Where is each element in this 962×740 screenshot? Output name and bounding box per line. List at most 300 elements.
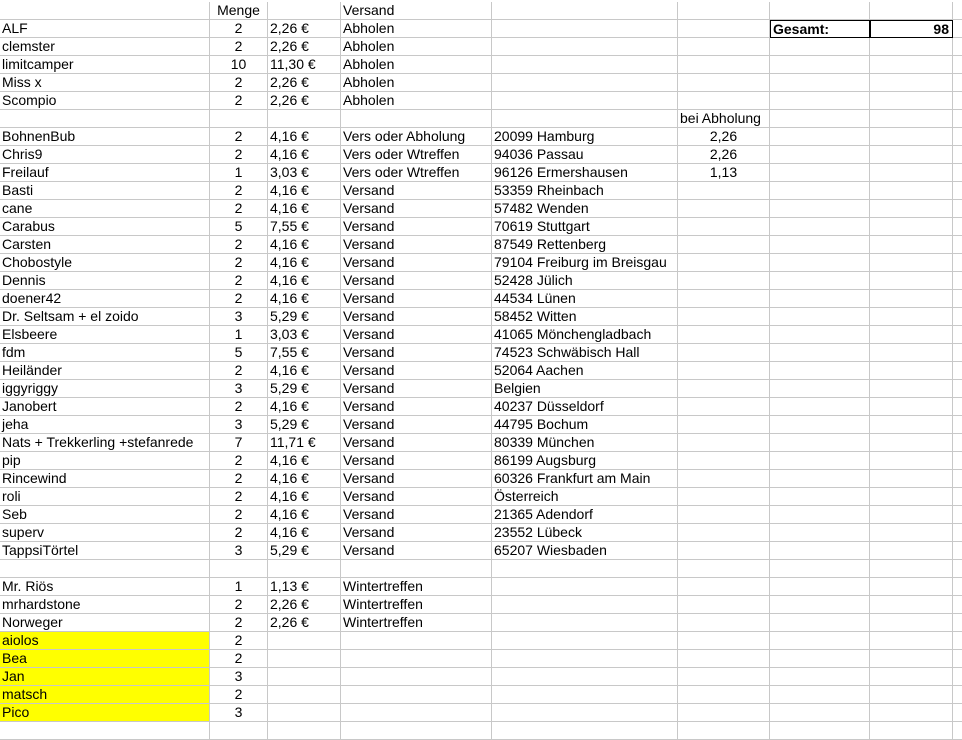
price-cell[interactable]: 4,16 € — [268, 362, 341, 380]
cell[interactable] — [870, 542, 953, 560]
name-cell[interactable]: Jan — [0, 668, 210, 686]
cell[interactable] — [770, 506, 870, 524]
location-cell[interactable] — [492, 668, 678, 686]
method-cell[interactable]: Versand — [341, 200, 492, 218]
cell[interactable] — [953, 308, 962, 326]
price-cell[interactable]: 4,16 € — [268, 452, 341, 470]
header-price-cell[interactable] — [268, 2, 341, 20]
cell[interactable] — [770, 686, 870, 704]
name-cell[interactable]: Janobert — [0, 398, 210, 416]
method-cell[interactable]: Versand — [341, 218, 492, 236]
price-cell[interactable]: 2,26 € — [268, 92, 341, 110]
cell[interactable] — [870, 110, 953, 128]
price-cell[interactable] — [268, 668, 341, 686]
name-cell[interactable]: matsch — [0, 686, 210, 704]
qty-cell[interactable]: 3 — [210, 542, 268, 560]
name-cell[interactable]: Dr. Seltsam + el zoido — [0, 308, 210, 326]
method-cell[interactable] — [341, 110, 492, 128]
qty-cell[interactable]: 2 — [210, 632, 268, 650]
cell[interactable] — [678, 488, 770, 506]
cell[interactable] — [870, 452, 953, 470]
cell[interactable] — [770, 308, 870, 326]
method-cell[interactable]: Wintertreffen — [341, 614, 492, 632]
method-cell[interactable]: Versand — [341, 506, 492, 524]
qty-cell[interactable]: 2 — [210, 596, 268, 614]
qty-cell[interactable]: 2 — [210, 146, 268, 164]
cell[interactable] — [770, 38, 870, 56]
qty-cell[interactable]: 5 — [210, 344, 268, 362]
location-cell[interactable] — [492, 560, 678, 578]
cell[interactable] — [678, 722, 770, 740]
cell[interactable] — [953, 704, 962, 722]
name-cell[interactable]: Seb — [0, 506, 210, 524]
cell[interactable] — [770, 596, 870, 614]
location-cell[interactable] — [492, 110, 678, 128]
abholung-value[interactable]: 2,26 — [678, 146, 770, 164]
name-cell[interactable]: Miss x — [0, 74, 210, 92]
method-cell[interactable]: Versand — [341, 416, 492, 434]
name-cell[interactable]: TappsiTörtel — [0, 542, 210, 560]
location-cell[interactable] — [492, 38, 678, 56]
qty-cell[interactable] — [210, 722, 268, 740]
cell[interactable] — [953, 452, 962, 470]
cell[interactable] — [678, 614, 770, 632]
method-cell[interactable]: Versand — [341, 344, 492, 362]
name-cell[interactable]: roli — [0, 488, 210, 506]
name-cell[interactable]: Rincewind — [0, 470, 210, 488]
cell[interactable] — [770, 488, 870, 506]
cell[interactable] — [870, 380, 953, 398]
cell[interactable] — [953, 380, 962, 398]
location-cell[interactable] — [492, 686, 678, 704]
method-cell[interactable]: Abholen — [341, 56, 492, 74]
location-cell[interactable]: 44534 Lünen — [492, 290, 678, 308]
cell[interactable] — [870, 272, 953, 290]
cell[interactable] — [870, 524, 953, 542]
qty-cell[interactable]: 2 — [210, 38, 268, 56]
cell[interactable] — [953, 506, 962, 524]
cell[interactable] — [870, 614, 953, 632]
qty-cell[interactable]: 3 — [210, 416, 268, 434]
method-cell[interactable]: Versand — [341, 290, 492, 308]
method-cell[interactable]: Versand — [341, 398, 492, 416]
cell[interactable] — [678, 20, 770, 38]
qty-cell[interactable]: 2 — [210, 20, 268, 38]
cell[interactable] — [678, 506, 770, 524]
location-cell[interactable]: 80339 München — [492, 434, 678, 452]
price-cell[interactable] — [268, 632, 341, 650]
method-cell[interactable]: Versand — [341, 308, 492, 326]
cell[interactable] — [953, 2, 962, 20]
method-cell[interactable] — [341, 686, 492, 704]
qty-cell[interactable]: 7 — [210, 434, 268, 452]
price-cell[interactable]: 7,55 € — [268, 344, 341, 362]
cell[interactable] — [953, 398, 962, 416]
cell[interactable] — [953, 650, 962, 668]
cell[interactable] — [870, 218, 953, 236]
cell[interactable] — [678, 218, 770, 236]
cell[interactable] — [678, 344, 770, 362]
price-cell[interactable]: 2,26 € — [268, 74, 341, 92]
method-cell[interactable]: Versand — [341, 380, 492, 398]
price-cell[interactable] — [268, 110, 341, 128]
method-cell[interactable]: Abholen — [341, 38, 492, 56]
cell[interactable] — [953, 200, 962, 218]
name-cell[interactable]: Mr. Riös — [0, 578, 210, 596]
cell[interactable] — [870, 146, 953, 164]
method-cell[interactable]: Abholen — [341, 20, 492, 38]
cell[interactable] — [870, 290, 953, 308]
cell[interactable] — [953, 668, 962, 686]
cell[interactable] — [678, 380, 770, 398]
cell[interactable] — [678, 416, 770, 434]
abholung-value[interactable]: 2,26 — [678, 128, 770, 146]
cell[interactable] — [953, 362, 962, 380]
cell[interactable] — [678, 74, 770, 92]
name-cell[interactable]: Carsten — [0, 236, 210, 254]
cell[interactable] — [953, 182, 962, 200]
method-cell[interactable]: Vers oder Abholung — [341, 128, 492, 146]
cell[interactable] — [953, 146, 962, 164]
cell[interactable] — [770, 560, 870, 578]
header-name-cell[interactable] — [0, 2, 210, 20]
qty-cell[interactable]: 3 — [210, 380, 268, 398]
qty-cell[interactable]: 2 — [210, 524, 268, 542]
cell[interactable] — [870, 506, 953, 524]
cell[interactable] — [678, 182, 770, 200]
location-cell[interactable]: 23552 Lübeck — [492, 524, 678, 542]
qty-cell[interactable]: 2 — [210, 614, 268, 632]
price-cell[interactable]: 3,03 € — [268, 326, 341, 344]
cell[interactable] — [870, 38, 953, 56]
cell[interactable] — [770, 200, 870, 218]
cell[interactable] — [953, 686, 962, 704]
qty-cell[interactable]: 2 — [210, 650, 268, 668]
cell[interactable] — [770, 632, 870, 650]
cell[interactable] — [953, 56, 962, 74]
cell[interactable] — [678, 290, 770, 308]
method-cell[interactable]: Versand — [341, 542, 492, 560]
cell[interactable] — [870, 92, 953, 110]
cell[interactable] — [770, 272, 870, 290]
price-cell[interactable]: 2,26 € — [268, 38, 341, 56]
cell[interactable] — [870, 236, 953, 254]
location-cell[interactable]: 52064 Aachen — [492, 362, 678, 380]
method-cell[interactable]: Versand — [341, 326, 492, 344]
method-cell[interactable]: Versand — [341, 182, 492, 200]
price-cell[interactable]: 3,03 € — [268, 164, 341, 182]
header-menge-cell[interactable]: Menge — [210, 2, 268, 20]
cell[interactable] — [870, 326, 953, 344]
cell[interactable] — [870, 128, 953, 146]
cell[interactable] — [953, 614, 962, 632]
cell[interactable] — [770, 128, 870, 146]
method-cell[interactable]: Versand — [341, 254, 492, 272]
cell[interactable] — [870, 722, 953, 740]
name-cell[interactable]: ALF — [0, 20, 210, 38]
location-cell[interactable]: 57482 Wenden — [492, 200, 678, 218]
cell[interactable] — [770, 290, 870, 308]
name-cell[interactable]: limitcamper — [0, 56, 210, 74]
cell[interactable] — [678, 398, 770, 416]
cell[interactable] — [953, 416, 962, 434]
price-cell[interactable]: 1,13 € — [268, 578, 341, 596]
cell[interactable] — [678, 596, 770, 614]
location-cell[interactable] — [492, 632, 678, 650]
cell[interactable] — [770, 254, 870, 272]
method-cell[interactable]: Versand — [341, 362, 492, 380]
cell[interactable] — [870, 200, 953, 218]
name-cell[interactable]: Chobostyle — [0, 254, 210, 272]
price-cell[interactable]: 4,16 € — [268, 254, 341, 272]
abholung-value[interactable]: 1,13 — [678, 164, 770, 182]
cell[interactable] — [953, 596, 962, 614]
location-cell[interactable] — [492, 56, 678, 74]
cell[interactable] — [770, 326, 870, 344]
cell[interactable] — [870, 434, 953, 452]
cell[interactable] — [678, 236, 770, 254]
location-cell[interactable] — [492, 596, 678, 614]
cell[interactable] — [870, 704, 953, 722]
qty-cell[interactable]: 2 — [210, 362, 268, 380]
cell[interactable] — [953, 722, 962, 740]
cell[interactable] — [870, 668, 953, 686]
cell[interactable] — [770, 2, 870, 20]
qty-cell[interactable]: 1 — [210, 578, 268, 596]
cell[interactable] — [770, 92, 870, 110]
price-cell[interactable]: 5,29 € — [268, 416, 341, 434]
location-cell[interactable]: 86199 Augsburg — [492, 452, 678, 470]
location-cell[interactable]: 74523 Schwäbisch Hall — [492, 344, 678, 362]
location-cell[interactable] — [492, 614, 678, 632]
cell[interactable] — [678, 560, 770, 578]
cell[interactable] — [678, 308, 770, 326]
cell[interactable] — [953, 164, 962, 182]
qty-cell[interactable]: 2 — [210, 488, 268, 506]
cell[interactable] — [770, 578, 870, 596]
cell[interactable] — [770, 236, 870, 254]
cell[interactable] — [678, 362, 770, 380]
name-cell[interactable]: Carabus — [0, 218, 210, 236]
name-cell[interactable]: Freilauf — [0, 164, 210, 182]
cell[interactable] — [870, 488, 953, 506]
cell[interactable] — [770, 524, 870, 542]
cell[interactable] — [770, 434, 870, 452]
cell[interactable] — [870, 56, 953, 74]
name-cell[interactable]: mrhardstone — [0, 596, 210, 614]
location-cell[interactable]: 21365 Adendorf — [492, 506, 678, 524]
cell[interactable] — [678, 56, 770, 74]
cell[interactable] — [678, 452, 770, 470]
method-cell[interactable] — [341, 632, 492, 650]
abholung-label[interactable]: bei Abholung — [678, 110, 770, 128]
name-cell[interactable]: Heiländer — [0, 362, 210, 380]
price-cell[interactable] — [268, 686, 341, 704]
location-cell[interactable] — [492, 20, 678, 38]
cell[interactable] — [953, 326, 962, 344]
qty-cell[interactable]: 2 — [210, 182, 268, 200]
header-versand-cell[interactable]: Versand — [341, 2, 492, 20]
qty-cell[interactable]: 2 — [210, 506, 268, 524]
cell[interactable] — [953, 632, 962, 650]
cell[interactable] — [770, 74, 870, 92]
cell[interactable] — [678, 650, 770, 668]
qty-cell[interactable]: 2 — [210, 452, 268, 470]
cell[interactable] — [953, 236, 962, 254]
price-cell[interactable]: 4,16 € — [268, 506, 341, 524]
cell[interactable] — [953, 434, 962, 452]
method-cell[interactable]: Abholen — [341, 74, 492, 92]
name-cell[interactable]: pip — [0, 452, 210, 470]
cell[interactable] — [770, 218, 870, 236]
cell[interactable] — [678, 434, 770, 452]
location-cell[interactable]: 20099 Hamburg — [492, 128, 678, 146]
price-cell[interactable]: 4,16 € — [268, 470, 341, 488]
location-cell[interactable]: 52428 Jülich — [492, 272, 678, 290]
name-cell[interactable]: Chris9 — [0, 146, 210, 164]
name-cell[interactable]: Bea — [0, 650, 210, 668]
price-cell[interactable] — [268, 704, 341, 722]
location-cell[interactable]: 87549 Rettenberg — [492, 236, 678, 254]
cell[interactable] — [953, 470, 962, 488]
price-cell[interactable]: 4,16 € — [268, 236, 341, 254]
cell[interactable] — [953, 290, 962, 308]
cell[interactable] — [770, 452, 870, 470]
cell[interactable] — [870, 254, 953, 272]
cell[interactable] — [953, 20, 962, 38]
qty-cell[interactable]: 10 — [210, 56, 268, 74]
cell[interactable] — [678, 38, 770, 56]
name-cell[interactable]: Scompio — [0, 92, 210, 110]
method-cell[interactable]: Vers oder Wtreffen — [341, 146, 492, 164]
cell[interactable] — [770, 182, 870, 200]
price-cell[interactable] — [268, 650, 341, 668]
method-cell[interactable]: Vers oder Wtreffen — [341, 164, 492, 182]
price-cell[interactable]: 4,16 € — [268, 290, 341, 308]
method-cell[interactable]: Abholen — [341, 92, 492, 110]
cell[interactable] — [678, 200, 770, 218]
method-cell[interactable]: Versand — [341, 524, 492, 542]
cell[interactable] — [678, 2, 770, 20]
qty-cell[interactable]: 2 — [210, 290, 268, 308]
method-cell[interactable]: Versand — [341, 434, 492, 452]
price-cell[interactable]: 4,16 € — [268, 398, 341, 416]
name-cell[interactable]: aiolos — [0, 632, 210, 650]
location-cell[interactable]: 96126 Ermershausen — [492, 164, 678, 182]
price-cell[interactable]: 11,30 € — [268, 56, 341, 74]
cell[interactable] — [678, 92, 770, 110]
method-cell[interactable] — [341, 722, 492, 740]
cell[interactable] — [870, 632, 953, 650]
gesamt-value[interactable]: 98 — [870, 20, 953, 38]
price-cell[interactable]: 5,29 € — [268, 542, 341, 560]
qty-cell[interactable]: 1 — [210, 164, 268, 182]
price-cell[interactable]: 7,55 € — [268, 218, 341, 236]
cell[interactable] — [770, 650, 870, 668]
qty-cell[interactable]: 2 — [210, 200, 268, 218]
method-cell[interactable]: Versand — [341, 272, 492, 290]
qty-cell[interactable]: 2 — [210, 128, 268, 146]
qty-cell[interactable]: 3 — [210, 308, 268, 326]
cell[interactable] — [678, 326, 770, 344]
cell[interactable] — [770, 344, 870, 362]
name-cell[interactable]: superv — [0, 524, 210, 542]
qty-cell[interactable]: 2 — [210, 686, 268, 704]
cell[interactable] — [770, 380, 870, 398]
cell[interactable] — [870, 164, 953, 182]
cell[interactable] — [770, 614, 870, 632]
cell[interactable] — [870, 470, 953, 488]
name-cell[interactable]: fdm — [0, 344, 210, 362]
qty-cell[interactable]: 5 — [210, 218, 268, 236]
cell[interactable] — [870, 362, 953, 380]
name-cell[interactable]: jeha — [0, 416, 210, 434]
price-cell[interactable]: 4,16 € — [268, 272, 341, 290]
price-cell[interactable]: 4,16 € — [268, 182, 341, 200]
cell[interactable] — [770, 146, 870, 164]
cell[interactable] — [678, 704, 770, 722]
location-cell[interactable]: 94036 Passau — [492, 146, 678, 164]
cell[interactable] — [678, 668, 770, 686]
name-cell[interactable]: Basti — [0, 182, 210, 200]
location-cell[interactable]: 44795 Bochum — [492, 416, 678, 434]
cell[interactable] — [870, 2, 953, 20]
price-cell[interactable] — [268, 722, 341, 740]
cell[interactable] — [953, 92, 962, 110]
location-cell[interactable]: Belgien — [492, 380, 678, 398]
price-cell[interactable]: 2,26 € — [268, 20, 341, 38]
cell[interactable] — [953, 218, 962, 236]
location-cell[interactable]: Österreich — [492, 488, 678, 506]
qty-cell[interactable]: 2 — [210, 398, 268, 416]
cell[interactable] — [678, 578, 770, 596]
cell[interactable] — [870, 650, 953, 668]
cell[interactable] — [953, 560, 962, 578]
cell[interactable] — [770, 416, 870, 434]
cell[interactable] — [770, 362, 870, 380]
cell[interactable] — [953, 344, 962, 362]
method-cell[interactable]: Versand — [341, 488, 492, 506]
location-cell[interactable]: 53359 Rheinbach — [492, 182, 678, 200]
cell[interactable] — [953, 524, 962, 542]
price-cell[interactable]: 4,16 € — [268, 524, 341, 542]
cell[interactable] — [678, 524, 770, 542]
cell[interactable] — [770, 668, 870, 686]
qty-cell[interactable]: 2 — [210, 236, 268, 254]
cell[interactable] — [870, 416, 953, 434]
qty-cell[interactable]: 3 — [210, 704, 268, 722]
price-cell[interactable]: 5,29 € — [268, 380, 341, 398]
cell[interactable] — [953, 74, 962, 92]
qty-cell[interactable] — [210, 560, 268, 578]
cell[interactable] — [870, 344, 953, 362]
method-cell[interactable]: Versand — [341, 236, 492, 254]
name-cell[interactable]: doener42 — [0, 290, 210, 308]
name-cell[interactable]: Elsbeere — [0, 326, 210, 344]
method-cell[interactable] — [341, 704, 492, 722]
cell[interactable] — [953, 542, 962, 560]
name-cell[interactable] — [0, 560, 210, 578]
header-location-cell[interactable] — [492, 2, 678, 20]
location-cell[interactable] — [492, 650, 678, 668]
method-cell[interactable] — [341, 668, 492, 686]
name-cell[interactable]: cane — [0, 200, 210, 218]
name-cell[interactable]: BohnenBub — [0, 128, 210, 146]
location-cell[interactable] — [492, 578, 678, 596]
location-cell[interactable]: 70619 Stuttgart — [492, 218, 678, 236]
qty-cell[interactable]: 2 — [210, 254, 268, 272]
price-cell[interactable]: 4,16 € — [268, 146, 341, 164]
